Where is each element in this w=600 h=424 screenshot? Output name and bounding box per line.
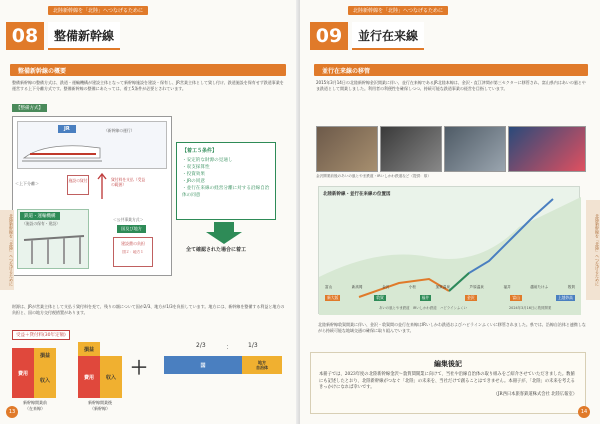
station-chip: 上越妙高 xyxy=(557,295,573,300)
bar1-caption-line1: 新幹線開業前 xyxy=(23,400,47,405)
photo-ceremony-3 xyxy=(444,126,506,172)
cost-ratio: 国２：地方１ xyxy=(122,250,144,254)
bar2-caption-line2: （新幹線） xyxy=(90,406,110,411)
bar2-caption-line1: 新幹線開業後 xyxy=(88,400,112,405)
bar2-caption xyxy=(76,400,124,412)
photo-caption: 金沢開業前後のあいの風とやま鉄道・IRいしかわ鉄道など（提供：県） xyxy=(316,174,431,178)
section-heading: 並行在来線の移管 xyxy=(314,64,588,76)
jr-sub: （新幹線の運行） xyxy=(104,128,135,133)
map-note: 2024年3月16日に敦賀開業 xyxy=(509,306,552,310)
hapiline-text: 北陸新幹線敦賀開業に伴い、金沢・敦賀間の並行在来線はIRいしかわ鉄道およびハピラインふくいに移管されました。県では、沿線自治体と連携しながら持続可能な地域交通の確保に取り組んでいます。 xyxy=(318,322,586,333)
editor-note-body: 本冊子では、2023年度の北陸新幹線金沢～敦賀間開業に向けて、当社や沿線自治体の取り組みをご紹介させていただきました。数値にも記述したとおり、北陸新幹線がつなぐ「北陸」の未来を、当社だけで創ることはできません。本冊子が、「北陸」の未来を考えるきっかけになれば幸いです。 xyxy=(319,372,575,390)
benefit-label: 受益＋貸付料(30年定額) xyxy=(12,330,70,340)
plus-sign: ＋ xyxy=(130,358,148,379)
chapter-number: 09 xyxy=(310,22,348,50)
kiko-label: 鉄道・運輸機構 xyxy=(20,212,60,220)
lease-box: 施設の貸付 xyxy=(67,175,89,195)
conditions-title: 【着工５条件】 xyxy=(182,148,218,154)
station-chip: 福井 xyxy=(421,295,430,300)
jr-panel xyxy=(17,121,167,169)
station-label: 敦賀 xyxy=(567,285,575,289)
editor-note xyxy=(310,352,586,414)
station-label: 越前たけふ xyxy=(530,285,549,289)
side-tab-right: 北陸新幹線を「北陸」へつなげるために xyxy=(586,200,600,300)
chapter-title: 並行在来線 xyxy=(352,22,424,50)
fraction-two-thirds: 2/3 xyxy=(196,342,206,349)
viaduct-icon xyxy=(22,230,86,266)
structure-diagram xyxy=(12,116,172,276)
diagram-label: 【整備方式】 xyxy=(12,104,47,112)
page-number: 13 xyxy=(6,406,18,418)
public-label: ＜公共事業方式＞ xyxy=(113,217,144,222)
bar2-profit: 損益 xyxy=(78,342,100,356)
route-map xyxy=(318,186,580,314)
conditions-box xyxy=(176,142,276,220)
page-number: 14 xyxy=(578,406,590,418)
editor-note-title: 編集後記 xyxy=(434,359,462,368)
station-label: 金沢 xyxy=(382,285,390,289)
rent-note: 貸付料を支払（受益の範囲） xyxy=(111,177,146,187)
station-chip: 新大阪 xyxy=(327,295,339,300)
bar1-cost: 費用 xyxy=(12,348,34,398)
left-page-tag: 北陸新幹線を「北陸」へつなげるために xyxy=(48,6,148,15)
kiko-sub: （施設の保有・建設） xyxy=(22,221,60,226)
cost-burden-label: 建設費の負担 xyxy=(121,241,145,246)
bar2-cost: 費用 xyxy=(78,356,100,398)
jr-label: JR xyxy=(58,125,76,133)
station-row-top xyxy=(325,285,575,290)
train-icon xyxy=(22,138,102,164)
station-label: 富山 xyxy=(325,285,333,289)
transfer-text: 2015年3月14日の北陸新幹線金沢開業に伴い、並行在来線であるJR北陸本線は、金沢・直江津間が第三セクターに移管され、富山県内はあいの風とやま鉄道として開業しました。利用者の利便性を確保しつつ、持続可能な鉄道事業の経営を目指しています。 xyxy=(316,80,586,91)
station-label: 小松 xyxy=(408,285,417,289)
station-label: 福井 xyxy=(503,285,511,289)
rent-arrow-icon xyxy=(95,173,109,203)
bar2-income: 収入 xyxy=(100,356,122,398)
cost-burden-box xyxy=(113,237,153,267)
photo-trains xyxy=(508,126,586,172)
chapter-number: 08 xyxy=(6,22,44,50)
intro-text: 整備新幹線の整備方式は、鉄道・運輸機構が建設主体となって新幹線施設を建設・保有し、JR営業主体として貸し付け、鉄道施設を保有せず鉄道事業を運営する上下分離方式です。整備新幹線の整備にあたっては、着工5条件が必要とされています。 xyxy=(12,80,284,91)
fraction-one-third: 1/3 xyxy=(248,342,258,349)
station-chip: 敦賀 xyxy=(376,295,384,300)
station-label: 加賀温泉 xyxy=(435,285,450,289)
all-confirmed-text: 全て確認された場合に着工 xyxy=(186,247,247,253)
photo-ceremony-1 xyxy=(316,126,378,172)
station-chip: 富山 xyxy=(512,295,520,300)
bar1-caption-line2: （在来線） xyxy=(25,406,45,411)
condition-item: ・JRの同意 xyxy=(182,179,205,184)
photo-ceremony-2 xyxy=(380,126,442,172)
condition-item: ・投資効果 xyxy=(182,172,205,177)
chapter-title: 整備新幹線 xyxy=(48,22,120,50)
station-label: 新高岡 xyxy=(351,285,363,289)
section-heading: 整備新幹線の概要 xyxy=(10,64,286,76)
bar1-caption xyxy=(12,400,58,412)
condition-item: ・並行在来線の経営分離に対する沿線自治体の同意 xyxy=(182,186,270,198)
burden-label: 国及び地方 xyxy=(117,225,146,233)
map-legend: あいの風とやま鉄道 IRいしかわ鉄道 ハピラインふくい xyxy=(379,306,468,310)
condition-item: ・収支採算性 xyxy=(182,165,210,170)
finance-text: 財源は、JRが営業主体として支払う貸付料を充て、残りの額について国が2/3、地方が1/3を負担しています。地方には、新幹線を整備する利益と地方の負担と、国の地方交付税措置があります。 xyxy=(12,304,285,315)
kiko-panel xyxy=(17,209,89,269)
side-tab-left: 北陸新幹線を「北陸」へつなげるために xyxy=(0,210,14,290)
right-page-tag: 北陸新幹線を「北陸」へつなげるために xyxy=(348,6,448,15)
editor-note-sign: （JR西日本旅客鉄道株式会社 北陸広報室） xyxy=(493,391,577,397)
condition-item: ・安定的な財源の見通し xyxy=(182,158,233,163)
map-title: 北陸新幹線・並行在来線の位置図 xyxy=(323,192,391,197)
bar1-profit: 損益 xyxy=(34,348,56,362)
station-chip: 金沢 xyxy=(466,295,475,300)
down-arrow-icon xyxy=(204,222,244,244)
joge-label: ＜上下分離＞ xyxy=(15,181,39,186)
kuni-bar: 国 xyxy=(164,356,242,374)
fraction-colon: ： xyxy=(226,344,233,351)
chiho-bar: 地方 自治体 xyxy=(242,356,282,374)
bar1-income: 収入 xyxy=(34,362,56,398)
station-row-bottom xyxy=(325,295,575,301)
station-label: 芦原温泉 xyxy=(469,285,484,289)
